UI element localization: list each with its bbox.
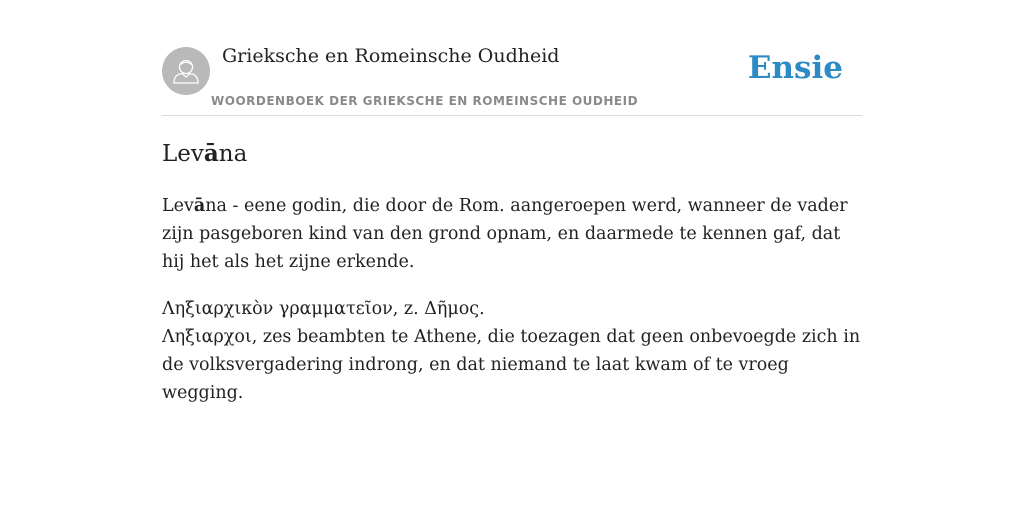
definition-text: na - eene godin, die door de Rom. aangeroepen werd, wanneer de vader zijn pasgeboren kind van den grond opnam, en daarmede te kennen gaf, dat hij het als het zijne erkende.	[162, 196, 848, 272]
user-icon	[162, 47, 210, 95]
entry-title-accent: ā	[203, 140, 219, 167]
brand-logo[interactable]: Ensie	[747, 50, 843, 86]
site-title[interactable]: Grieksche en Romeinsche Oudheid	[222, 45, 560, 67]
page-container	[162, 0, 862, 403]
entry-title	[162, 140, 247, 167]
entry-title-prefix: Lev	[162, 141, 204, 167]
definition-headword-accent: ā	[193, 196, 206, 216]
avatar[interactable]	[162, 47, 210, 95]
site-header	[162, 0, 862, 116]
definition-paragraph	[162, 192, 862, 276]
entry-body	[162, 192, 862, 426]
site-subtitle: WOORDENBOEK DER GRIEKSCHE EN ROMEINSCHE OUDHEID	[211, 94, 639, 108]
related-line-1: Ληξιαρχικὸν γραμματεῖον, z. Δῆμος.	[162, 299, 485, 319]
entry-title-suffix: na	[218, 141, 248, 167]
related-paragraph	[162, 295, 862, 407]
definition-headword-prefix: Lev	[162, 196, 194, 216]
related-line-2: Ληξιαρχοι, zes beambten te Athene, die toezagen dat geen onbevoegde zich in de volksvergadering indrong, en dat niemand te laat kwam of te vroeg wegging.	[162, 327, 861, 403]
